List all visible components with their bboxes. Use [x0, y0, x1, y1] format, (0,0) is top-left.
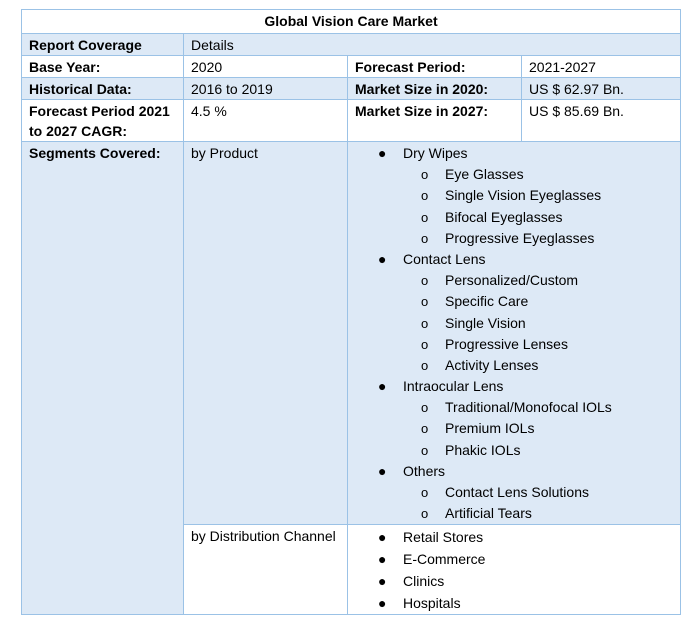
sub-bullet-icon: o [421, 357, 429, 373]
cagr-label: Forecast Period 2021 to 2027 CAGR: [22, 100, 184, 142]
product-subsegment-item [348, 291, 680, 312]
sub-bullet-icon: o [421, 294, 429, 310]
product-subsegment-item [348, 334, 680, 355]
distribution-segment-item [348, 548, 680, 570]
list-item-label: Progressive Eyeglasses [445, 229, 595, 246]
list-item-label: Single Vision [445, 314, 526, 331]
product-subsegment-item [348, 313, 680, 334]
list-item-label: Progressive Lenses [445, 335, 568, 352]
distribution-segment-item [348, 570, 680, 592]
historical-data-value: 2016 to 2019 [184, 78, 348, 100]
cagr-value: 4.5 % [184, 100, 348, 142]
sub-bullet-icon: o [421, 336, 429, 352]
list-item-label: Activity Lenses [445, 356, 539, 373]
sub-bullet-icon: o [421, 188, 429, 204]
product-subsegment-item [348, 482, 680, 503]
bullet-icon: ● [378, 378, 387, 395]
list-item-label: Premium IOLs [445, 420, 535, 437]
product-subsegment-item [348, 164, 680, 185]
product-segment-item [348, 143, 680, 164]
list-item-label: Clinics [403, 573, 445, 590]
base-year-label: Base Year: [22, 56, 184, 78]
bullet-icon: ● [378, 573, 387, 590]
sub-bullet-icon: o [421, 315, 429, 331]
list-item-label: E-Commerce [403, 551, 486, 568]
list-item-label: Retail Stores [403, 529, 484, 546]
forecast-period-label: Forecast Period: [348, 56, 522, 78]
header-report-coverage: Report Coverage [22, 34, 184, 56]
product-subsegment-item [348, 418, 680, 439]
distribution-segment-list [348, 526, 680, 614]
product-segment-item [348, 461, 680, 482]
forecast-period-value: 2021-2027 [522, 56, 681, 78]
market-size-2020-label: Market Size in 2020: [348, 78, 522, 100]
by-distribution-label: by Distribution Channel [184, 525, 348, 615]
product-subsegment-item [348, 440, 680, 461]
historical-data-label: Historical Data: [22, 78, 184, 100]
product-subsegment-item [348, 270, 680, 291]
distribution-segment-item [348, 592, 680, 614]
sub-bullet-icon: o [421, 400, 429, 416]
product-subsegment-item [348, 397, 680, 418]
sub-bullet-icon: o [421, 506, 429, 522]
segments-covered-label: Segments Covered: [22, 142, 184, 615]
list-item-label: Dry Wipes [403, 145, 468, 161]
by-product-label: by Product [184, 142, 348, 525]
product-subsegment-item [348, 185, 680, 206]
list-item-label: Bifocal Eyeglasses [445, 208, 563, 225]
list-item-label: Personalized/Custom [445, 272, 579, 289]
table-title: Global Vision Care Market [22, 10, 681, 34]
list-item-label: Others [403, 462, 446, 479]
product-segment-list [348, 143, 680, 524]
bullet-icon: ● [378, 551, 387, 568]
product-subsegment-item [348, 503, 680, 524]
product-segment-item [348, 376, 680, 397]
list-item-label: Eye Glasses [445, 166, 524, 183]
sub-bullet-icon: o [421, 273, 429, 289]
list-item-label: Artificial Tears [445, 505, 532, 522]
market-size-2027-value: US $ 85.69 Bn. [522, 100, 681, 142]
list-item-label: Hospitals [403, 595, 461, 612]
distribution-segment-item [348, 526, 680, 548]
product-subsegment-item [348, 355, 680, 376]
product-segment-item [348, 249, 680, 270]
sub-bullet-icon: o [421, 167, 429, 183]
list-item-label: Contact Lens [403, 250, 486, 267]
bullet-icon: ● [378, 250, 387, 267]
distribution-segments-cell [348, 525, 681, 615]
bullet-icon: ● [378, 595, 387, 612]
market-size-2027-label: Market Size in 2027: [348, 100, 522, 142]
product-segments-cell [348, 142, 681, 525]
sub-bullet-icon: o [421, 230, 429, 246]
list-item-label: Phakic IOLs [445, 441, 521, 458]
sub-bullet-icon: o [421, 209, 429, 225]
report-table [21, 9, 681, 615]
list-item-label: Intraocular Lens [403, 378, 504, 395]
base-year-value: 2020 [184, 56, 348, 78]
list-item-label: Single Vision Eyeglasses [445, 187, 602, 204]
sub-bullet-icon: o [421, 442, 429, 458]
sub-bullet-icon: o [421, 421, 429, 437]
product-subsegment-item [348, 228, 680, 249]
bullet-icon: ● [378, 145, 387, 161]
product-subsegment-item [348, 207, 680, 228]
bullet-icon: ● [378, 529, 387, 546]
header-details: Details [184, 34, 681, 56]
list-item-label: Contact Lens Solutions [445, 484, 589, 500]
list-item-label: Specific Care [445, 293, 529, 310]
bullet-icon: ● [378, 462, 387, 479]
sub-bullet-icon: o [421, 485, 429, 500]
list-item-label: Traditional/Monofocal IOLs [445, 399, 612, 416]
market-size-2020-value: US $ 62.97 Bn. [522, 78, 681, 100]
